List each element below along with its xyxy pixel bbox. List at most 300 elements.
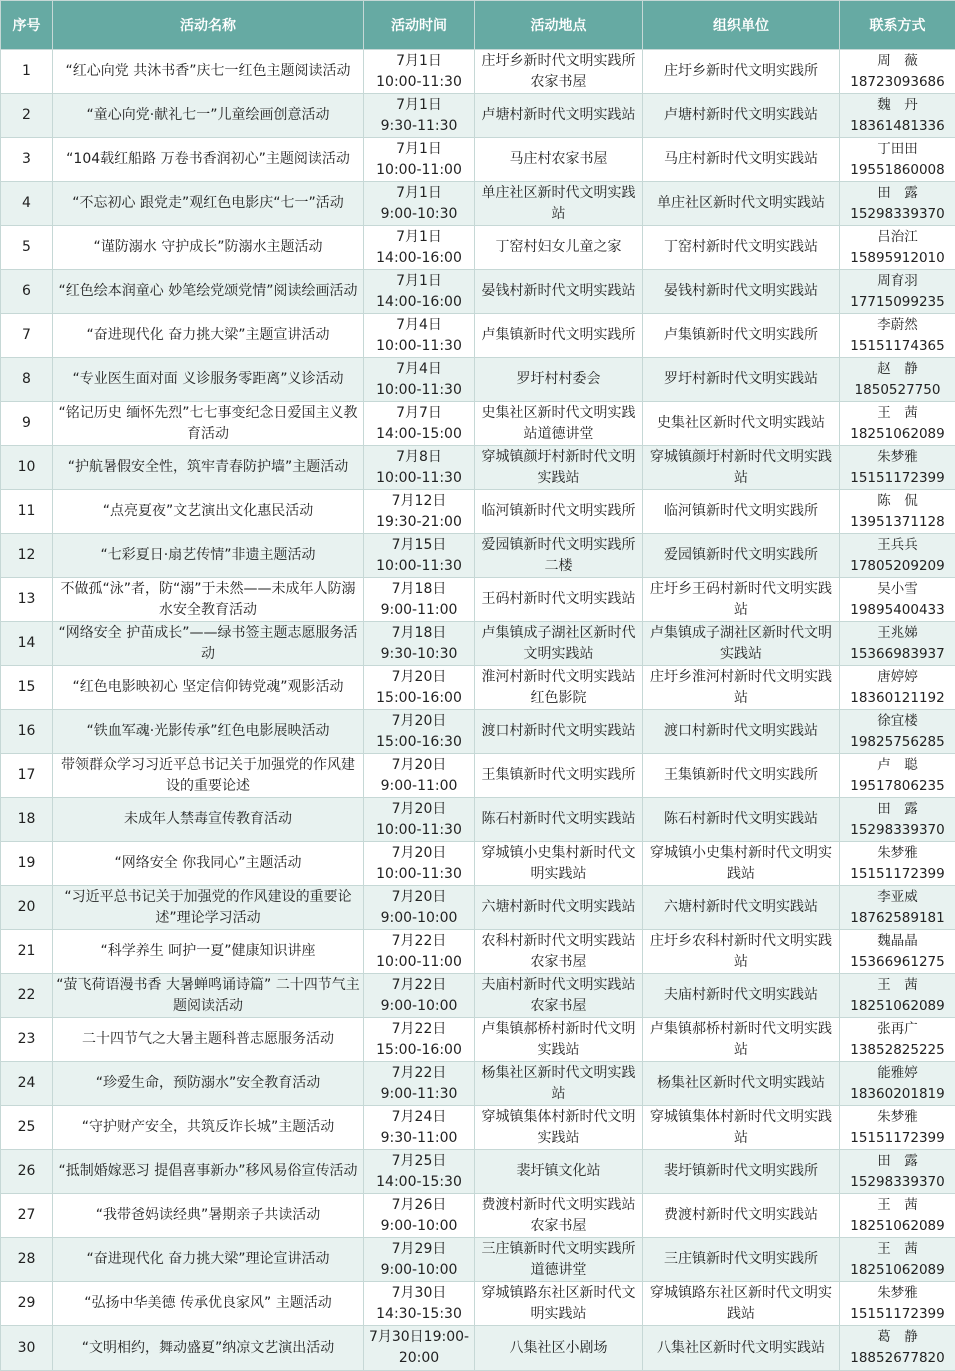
row-time: 9:00-11:30: [380, 1085, 458, 1102]
row-contact-person: 徐宜楼: [877, 712, 918, 729]
row-contact-person: 张再广: [877, 1020, 918, 1037]
row-activity-place: 史集社区新时代文明实践站道德讲堂: [475, 402, 643, 446]
table-row: [1, 402, 955, 446]
row-contact-phone: 18251062089: [850, 997, 945, 1014]
row-contact-phone: 15151172399: [850, 1129, 945, 1146]
header-contact: 联系方式: [840, 1, 955, 50]
table-row: [1, 1282, 955, 1326]
row-organizer: 庄圩乡王码村新时代文明实践站: [643, 578, 840, 622]
row-contact-person: 吴小雪: [877, 580, 918, 597]
row-contact-person: 田 露: [877, 1152, 918, 1169]
row-contact-phone: 1850527750: [854, 381, 941, 398]
row-activity-name: “红心向党 共沐书香”庆七一红色主题阅读活动: [53, 50, 364, 94]
row-index: 13: [1, 578, 53, 622]
row-activity-name: 未成年人禁毒宣传教育活动: [53, 798, 364, 842]
row-activity-time: [364, 1062, 475, 1106]
row-contact: [840, 710, 955, 754]
row-contact: [840, 974, 955, 1018]
row-activity-name: “点亮夏夜”文艺演出文化惠民活动: [53, 490, 364, 534]
row-contact: [840, 666, 955, 710]
row-contact-person: 魏 丹: [877, 96, 918, 113]
row-activity-name: “文明相约，舞动盛夏”纳凉文艺演出活动: [53, 1326, 364, 1371]
row-activity-name: “奋进现代化 奋力挑大梁”理论宣讲活动: [53, 1238, 364, 1282]
row-activity-name: “不忘初心 跟党走”观红色电影庆“七一”活动: [53, 182, 364, 226]
row-date: 7月4日: [396, 360, 442, 377]
row-contact-phone: 18251062089: [850, 1217, 945, 1234]
row-date: 7月30日: [391, 1284, 447, 1301]
row-time: 10:00-11:30: [376, 381, 462, 398]
row-contact-person: 周育羽: [877, 272, 918, 289]
row-date: 7月4日: [396, 316, 442, 333]
row-organizer: 王集镇新时代文明实践所: [643, 754, 840, 798]
row-activity-name: “科学养生 呵护一夏”健康知识讲座: [53, 930, 364, 974]
row-index: 6: [1, 270, 53, 314]
table-row: [1, 930, 955, 974]
row-activity-time: [364, 798, 475, 842]
row-activity-time: [364, 1106, 475, 1150]
table-row: [1, 578, 955, 622]
row-contact: [840, 182, 955, 226]
row-contact-phone: 18360121192: [850, 689, 945, 706]
row-contact-person: 吕治江: [877, 228, 918, 245]
row-organizer: 单庄社区新时代文明实践站: [643, 182, 840, 226]
row-contact-person: 周 薇: [877, 52, 918, 69]
row-date: 7月22日: [391, 1020, 447, 1037]
row-contact-phone: 18251062089: [850, 425, 945, 442]
row-date: 7月30日19:00-: [368, 1329, 470, 1345]
row-activity-place: 费渡村新时代文明实践站农家书屋: [475, 1194, 643, 1238]
row-index: 22: [1, 974, 53, 1018]
row-organizer: 八集社区新时代文明实践站: [643, 1326, 840, 1371]
row-organizer: 临河镇新时代文明实践所: [643, 490, 840, 534]
row-contact-person: 朱梦雅: [877, 1284, 918, 1301]
row-activity-place: 八集社区小剧场: [475, 1326, 643, 1371]
table-row: [1, 1150, 955, 1194]
row-date: 7月18日: [391, 580, 447, 597]
row-contact: [840, 622, 955, 666]
row-contact: [840, 930, 955, 974]
row-contact: [840, 1238, 955, 1282]
row-activity-time: [364, 1018, 475, 1062]
row-activity-place: 王集镇新时代文明实践所: [475, 754, 643, 798]
row-date: 7月15日: [391, 536, 447, 553]
row-activity-name: “专业医生面对面 义诊服务零距离”义诊活动: [53, 358, 364, 402]
row-contact-phone: 18723093686: [850, 73, 945, 90]
row-activity-place: 单庄社区新时代文明实践站: [475, 182, 643, 226]
row-activity-place: 马庄村农家书屋: [475, 138, 643, 182]
row-contact: [840, 490, 955, 534]
row-time: 9:30-11:30: [380, 117, 458, 134]
row-contact-person: 王兵兵: [877, 536, 918, 553]
header-activity-name: 活动名称: [53, 1, 364, 50]
table-header: [1, 1, 955, 50]
header-organizer: 组织单位: [643, 1, 840, 50]
row-contact-person: 唐婷婷: [877, 668, 918, 685]
row-index: 11: [1, 490, 53, 534]
row-activity-time: [364, 270, 475, 314]
row-index: 29: [1, 1282, 53, 1326]
row-contact: [840, 886, 955, 930]
table-row: [1, 1238, 955, 1282]
row-date: 7月12日: [391, 492, 447, 509]
row-organizer: 渡口村新时代文明实践站: [643, 710, 840, 754]
row-activity-time: [364, 842, 475, 886]
row-date: 7月20日: [391, 844, 447, 861]
row-index: 25: [1, 1106, 53, 1150]
row-time: 10:00-11:30: [376, 821, 462, 838]
row-activity-place: 穿城镇集体村新时代文明实践站: [475, 1106, 643, 1150]
row-index: 24: [1, 1062, 53, 1106]
row-contact: [840, 1282, 955, 1326]
row-time: 10:00-11:30: [376, 73, 462, 90]
row-contact: [840, 1326, 955, 1371]
row-activity-name: “红色电影映初心 坚定信仰铸党魂”观影活动: [53, 666, 364, 710]
row-contact-phone: 19895400433: [850, 601, 945, 618]
row-contact-phone: 13951371128: [850, 513, 945, 530]
row-contact: [840, 798, 955, 842]
row-organizer: 六塘村新时代文明实践站: [643, 886, 840, 930]
row-index: 15: [1, 666, 53, 710]
row-date: 7月24日: [391, 1108, 447, 1125]
row-index: 30: [1, 1326, 53, 1371]
row-organizer: 费渡村新时代文明实践站: [643, 1194, 840, 1238]
row-organizer: 丁窑村新时代文明实践站: [643, 226, 840, 270]
row-activity-name: “七彩夏日·扇艺传情”非遗主题活动: [53, 534, 364, 578]
row-date: 7月20日: [391, 756, 447, 773]
table-row: [1, 446, 955, 490]
row-index: 28: [1, 1238, 53, 1282]
row-time: 9:30-10:30: [380, 645, 458, 662]
table-row: [1, 50, 955, 94]
row-contact-phone: 13852825225: [850, 1041, 945, 1058]
row-contact-person: 王 茜: [877, 976, 918, 993]
row-activity-time: [364, 1194, 475, 1238]
row-activity-time: [364, 886, 475, 930]
row-time: 10:00-11:30: [376, 865, 462, 882]
row-time: 9:00-10:00: [380, 1261, 458, 1278]
row-organizer: 杨集社区新时代文明实践站: [643, 1062, 840, 1106]
row-organizer: 庄圩乡农科村新时代文明实践站: [643, 930, 840, 974]
table-row: [1, 94, 955, 138]
row-index: 5: [1, 226, 53, 270]
row-contact-phone: 18852677820: [850, 1350, 945, 1366]
row-activity-place: 爱园镇新时代文明实践所二楼: [475, 534, 643, 578]
row-index: 2: [1, 94, 53, 138]
header-row: [1, 1, 955, 50]
row-activity-time: [364, 622, 475, 666]
row-contact-person: 王 茜: [877, 404, 918, 421]
row-contact-phone: 17715099235: [850, 293, 945, 310]
row-contact-phone: 17805209209: [850, 557, 945, 574]
row-contact-person: 王 茜: [877, 1240, 918, 1257]
row-time: 14:00-16:00: [376, 293, 462, 310]
table-row: [1, 710, 955, 754]
row-contact: [840, 1194, 955, 1238]
table-row: [1, 842, 955, 886]
row-time: 10:00-11:30: [376, 557, 462, 574]
row-organizer: 穿城镇集体村新时代文明实践站: [643, 1106, 840, 1150]
row-contact-phone: 18361481336: [850, 117, 945, 134]
row-contact-phone: 18360201819: [850, 1085, 945, 1102]
row-contact-phone: 15298339370: [850, 1173, 945, 1190]
row-date: 7月26日: [391, 1196, 447, 1213]
row-contact-person: 王 茜: [877, 1196, 918, 1213]
row-contact-person: 朱梦雅: [877, 448, 918, 465]
row-contact-phone: 19825756285: [850, 733, 945, 750]
row-organizer: 卢集镇成子湖社区新时代文明实践站: [643, 622, 840, 666]
row-contact-phone: 18762589181: [850, 909, 945, 926]
row-contact: [840, 138, 955, 182]
row-contact: [840, 1062, 955, 1106]
row-date: 7月1日: [396, 184, 442, 201]
row-time: 9:00-11:00: [380, 601, 458, 618]
row-contact-phone: 19551860008: [850, 161, 945, 178]
row-date: 7月20日: [391, 800, 447, 817]
row-time: 9:00-11:00: [380, 777, 458, 794]
row-activity-place: 夫庙村新时代文明实践站农家书屋: [475, 974, 643, 1018]
row-date: 7月20日: [391, 888, 447, 905]
table-row: [1, 974, 955, 1018]
row-organizer: 穿城镇路东社区新时代文明实践站: [643, 1282, 840, 1326]
row-time: 14:00-16:00: [376, 249, 462, 266]
row-index: 3: [1, 138, 53, 182]
row-activity-place: 淮河村新时代文明实践站红色影院: [475, 666, 643, 710]
row-activity-name: “谨防溺水 守护成长”防溺水主题活动: [53, 226, 364, 270]
row-organizer: 卢集镇新时代文明实践所: [643, 314, 840, 358]
table-row: [1, 754, 955, 798]
row-contact-person: 赵 静: [877, 360, 918, 377]
row-index: 9: [1, 402, 53, 446]
row-activity-name: “网络安全 你我同心”主题活动: [53, 842, 364, 886]
row-index: 4: [1, 182, 53, 226]
row-contact-phone: 15151172399: [850, 865, 945, 882]
row-organizer: 裴圩镇新时代文明实践所: [643, 1150, 840, 1194]
row-contact-phone: 15895912010: [850, 249, 945, 266]
row-activity-place: 临河镇新时代文明实践所: [475, 490, 643, 534]
row-index: 19: [1, 842, 53, 886]
row-date: 7月18日: [391, 624, 447, 641]
row-activity-name: “守护财产安全，共筑反诈长城”主题活动: [53, 1106, 364, 1150]
row-contact-person: 朱梦雅: [877, 1108, 918, 1125]
row-time: 14:00-15:30: [376, 1173, 462, 1190]
table-row: [1, 622, 955, 666]
row-contact-person: 朱梦雅: [877, 844, 918, 861]
row-index: 21: [1, 930, 53, 974]
row-contact-person: 能雅婷: [877, 1064, 918, 1081]
row-activity-place: 卢集镇成子湖社区新时代文明实践站: [475, 622, 643, 666]
row-activity-time: [364, 710, 475, 754]
row-organizer: 晏钱村新时代文明实践站: [643, 270, 840, 314]
row-date: 7月22日: [391, 976, 447, 993]
table-row: [1, 1062, 955, 1106]
table-row: [1, 1194, 955, 1238]
row-time: 9:30-11:00: [380, 1129, 458, 1146]
row-activity-name: 二十四节气之大暑主题科普志愿服务活动: [53, 1018, 364, 1062]
row-time: 20:00: [398, 1350, 440, 1366]
row-activity-place: 穿城镇颜圩村新时代文明实践站: [475, 446, 643, 490]
row-contact: [840, 314, 955, 358]
row-activity-place: 农科村新时代文明实践站农家书屋: [475, 930, 643, 974]
row-activity-place: 罗圩村村委会: [475, 358, 643, 402]
row-date: 7月7日: [396, 404, 442, 421]
row-date: 7月1日: [396, 52, 442, 69]
row-activity-name: “铁血军魂·光影传承”红色电影展映活动: [53, 710, 364, 754]
row-date: 7月25日: [391, 1152, 447, 1169]
row-activity-time: [364, 446, 475, 490]
row-activity-place: 庄圩乡新时代文明实践所农家书屋: [475, 50, 643, 94]
table-row: [1, 314, 955, 358]
row-contact-phone: 15298339370: [850, 205, 945, 222]
row-activity-place: 三庄镇新时代文明实践所道德讲堂: [475, 1238, 643, 1282]
row-activity-time: [364, 1282, 475, 1326]
table-row: [1, 358, 955, 402]
row-organizer: 罗圩村新时代文明实践站: [643, 358, 840, 402]
row-contact-phone: 15151172399: [850, 469, 945, 486]
row-activity-time: [364, 1238, 475, 1282]
row-organizer: 陈石村新时代文明实践站: [643, 798, 840, 842]
row-activity-name: “抵制婚嫁恶习 提倡喜事新办”移风易俗宣传活动: [53, 1150, 364, 1194]
row-index: 8: [1, 358, 53, 402]
row-index: 7: [1, 314, 53, 358]
row-activity-time: [364, 314, 475, 358]
row-activity-time: [364, 402, 475, 446]
row-activity-name: “弘扬中华美德 传承优良家风” 主题活动: [53, 1282, 364, 1326]
row-activity-place: 裴圩镇文化站: [475, 1150, 643, 1194]
row-activity-time: [364, 182, 475, 226]
row-activity-name: “奋进现代化 奋力挑大梁”主题宣讲活动: [53, 314, 364, 358]
row-organizer: 三庄镇新时代文明实践所: [643, 1238, 840, 1282]
row-activity-time: [364, 1150, 475, 1194]
row-contact: [840, 842, 955, 886]
table-row: [1, 798, 955, 842]
row-index: 16: [1, 710, 53, 754]
row-organizer: 卢集镇郝桥村新时代文明实践站: [643, 1018, 840, 1062]
row-activity-time: [364, 754, 475, 798]
row-activity-name: “习近平总书记关于加强党的作风建设的重要论述”理论学习活动: [53, 886, 364, 930]
row-activity-time: [364, 578, 475, 622]
row-date: 7月1日: [396, 228, 442, 245]
table-row: [1, 138, 955, 182]
row-contact: [840, 50, 955, 94]
row-activity-name: “104载红船路 万卷书香润初心”主题阅读活动: [53, 138, 364, 182]
row-activity-place: 王码村新时代文明实践站: [475, 578, 643, 622]
row-activity-place: 陈石村新时代文明实践站: [475, 798, 643, 842]
row-contact: [840, 358, 955, 402]
row-activity-name: “铭记历史 缅怀先烈”七七事变纪念日爱国主义教育活动: [53, 402, 364, 446]
row-organizer: 马庄村新时代文明实践站: [643, 138, 840, 182]
row-activity-name: “童心向党·献礼七一”儿童绘画创意活动: [53, 94, 364, 138]
table-row: [1, 886, 955, 930]
row-contact-person: 田 露: [877, 800, 918, 817]
row-activity-name: “护航暑假安全性，筑牢青春防护墙”主题活动: [53, 446, 364, 490]
row-activity-time: [364, 930, 475, 974]
row-activity-time: [364, 490, 475, 534]
row-contact-person: 陈 侃: [877, 492, 918, 509]
row-contact-phone: 15151174365: [850, 337, 945, 354]
row-organizer: 卢塘村新时代文明实践站: [643, 94, 840, 138]
row-contact: [840, 1018, 955, 1062]
row-activity-time: [364, 226, 475, 270]
row-contact-person: 李蔚然: [877, 316, 918, 333]
row-organizer: 夫庙村新时代文明实践站: [643, 974, 840, 1018]
row-activity-name: “我带爸妈读经典”暑期亲子共读活动: [53, 1194, 364, 1238]
row-index: 23: [1, 1018, 53, 1062]
row-activity-place: 卢塘村新时代文明实践站: [475, 94, 643, 138]
row-contact: [840, 578, 955, 622]
row-activity-place: 卢集镇新时代文明实践所: [475, 314, 643, 358]
row-date: 7月8日: [396, 448, 442, 465]
header-activity-place: 活动地点: [475, 1, 643, 50]
row-activity-name: “红色绘本润童心 妙笔绘党颂党情”阅读绘画活动: [53, 270, 364, 314]
row-time: 15:00-16:00: [376, 1041, 462, 1058]
row-contact: [840, 226, 955, 270]
row-activity-name: 带领群众学习习近平总书记关于加强党的作风建设的重要论述: [53, 754, 364, 798]
row-time: 15:00-16:30: [376, 733, 462, 750]
row-activity-place: 穿城镇路东社区新时代文明实践站: [475, 1282, 643, 1326]
row-organizer: 史集社区新时代文明实践站: [643, 402, 840, 446]
row-activity-time: [364, 666, 475, 710]
table-row: [1, 1106, 955, 1150]
row-contact-phone: 15366961275: [850, 953, 945, 970]
row-date: 7月20日: [391, 668, 447, 685]
header-activity-time: 活动时间: [364, 1, 475, 50]
row-contact-person: 王兆娣: [877, 624, 918, 641]
row-contact-person: 李亚威: [877, 888, 918, 905]
row-contact: [840, 402, 955, 446]
row-contact-phone: 15151172399: [850, 1305, 945, 1322]
row-activity-place: 穿城镇小史集村新时代文明实践站: [475, 842, 643, 886]
table-row: [1, 226, 955, 270]
row-organizer: 庄圩乡淮河村新时代文明实践站: [643, 666, 840, 710]
row-activity-name: 不做孤“泳”者，防“溺”于未然——未成年人防溺水安全教育活动: [53, 578, 364, 622]
row-contact-person: 葛 静: [877, 1329, 918, 1345]
row-index: 20: [1, 886, 53, 930]
row-contact: [840, 446, 955, 490]
table-row: [1, 666, 955, 710]
row-activity-time: [364, 138, 475, 182]
row-contact: [840, 534, 955, 578]
table-row: [1, 182, 955, 226]
table-body: [1, 50, 955, 1371]
row-activity-place: 丁窑村妇女儿童之家: [475, 226, 643, 270]
row-time: 15:00-16:00: [376, 689, 462, 706]
row-contact: [840, 754, 955, 798]
row-time: 14:00-15:00: [376, 425, 462, 442]
row-contact-person: 丁田田: [877, 140, 918, 157]
table-row: [1, 270, 955, 314]
row-time: 10:00-11:00: [376, 953, 462, 970]
row-date: 7月1日: [396, 96, 442, 113]
row-time: 10:00-11:00: [376, 161, 462, 178]
row-organizer: 穿城镇颜圩村新时代文明实践站: [643, 446, 840, 490]
row-index: 17: [1, 754, 53, 798]
row-activity-name: “网络安全 护苗成长”——绿书签主题志愿服务活动: [53, 622, 364, 666]
row-contact-person: 卢 聪: [877, 756, 918, 773]
row-index: 18: [1, 798, 53, 842]
row-activity-place: 晏钱村新时代文明实践站: [475, 270, 643, 314]
row-activity-time: [364, 94, 475, 138]
row-activity-time: [364, 974, 475, 1018]
row-time: 10:00-11:30: [376, 337, 462, 354]
table-row: [1, 534, 955, 578]
row-activity-time: [364, 534, 475, 578]
row-organizer: 穿城镇小史集村新时代文明实践站: [643, 842, 840, 886]
row-index: 1: [1, 50, 53, 94]
row-date: 7月22日: [391, 932, 447, 949]
row-activity-time: [364, 358, 475, 402]
row-contact-phone: 15366983937: [850, 645, 945, 662]
row-time: 9:00-10:00: [380, 997, 458, 1014]
